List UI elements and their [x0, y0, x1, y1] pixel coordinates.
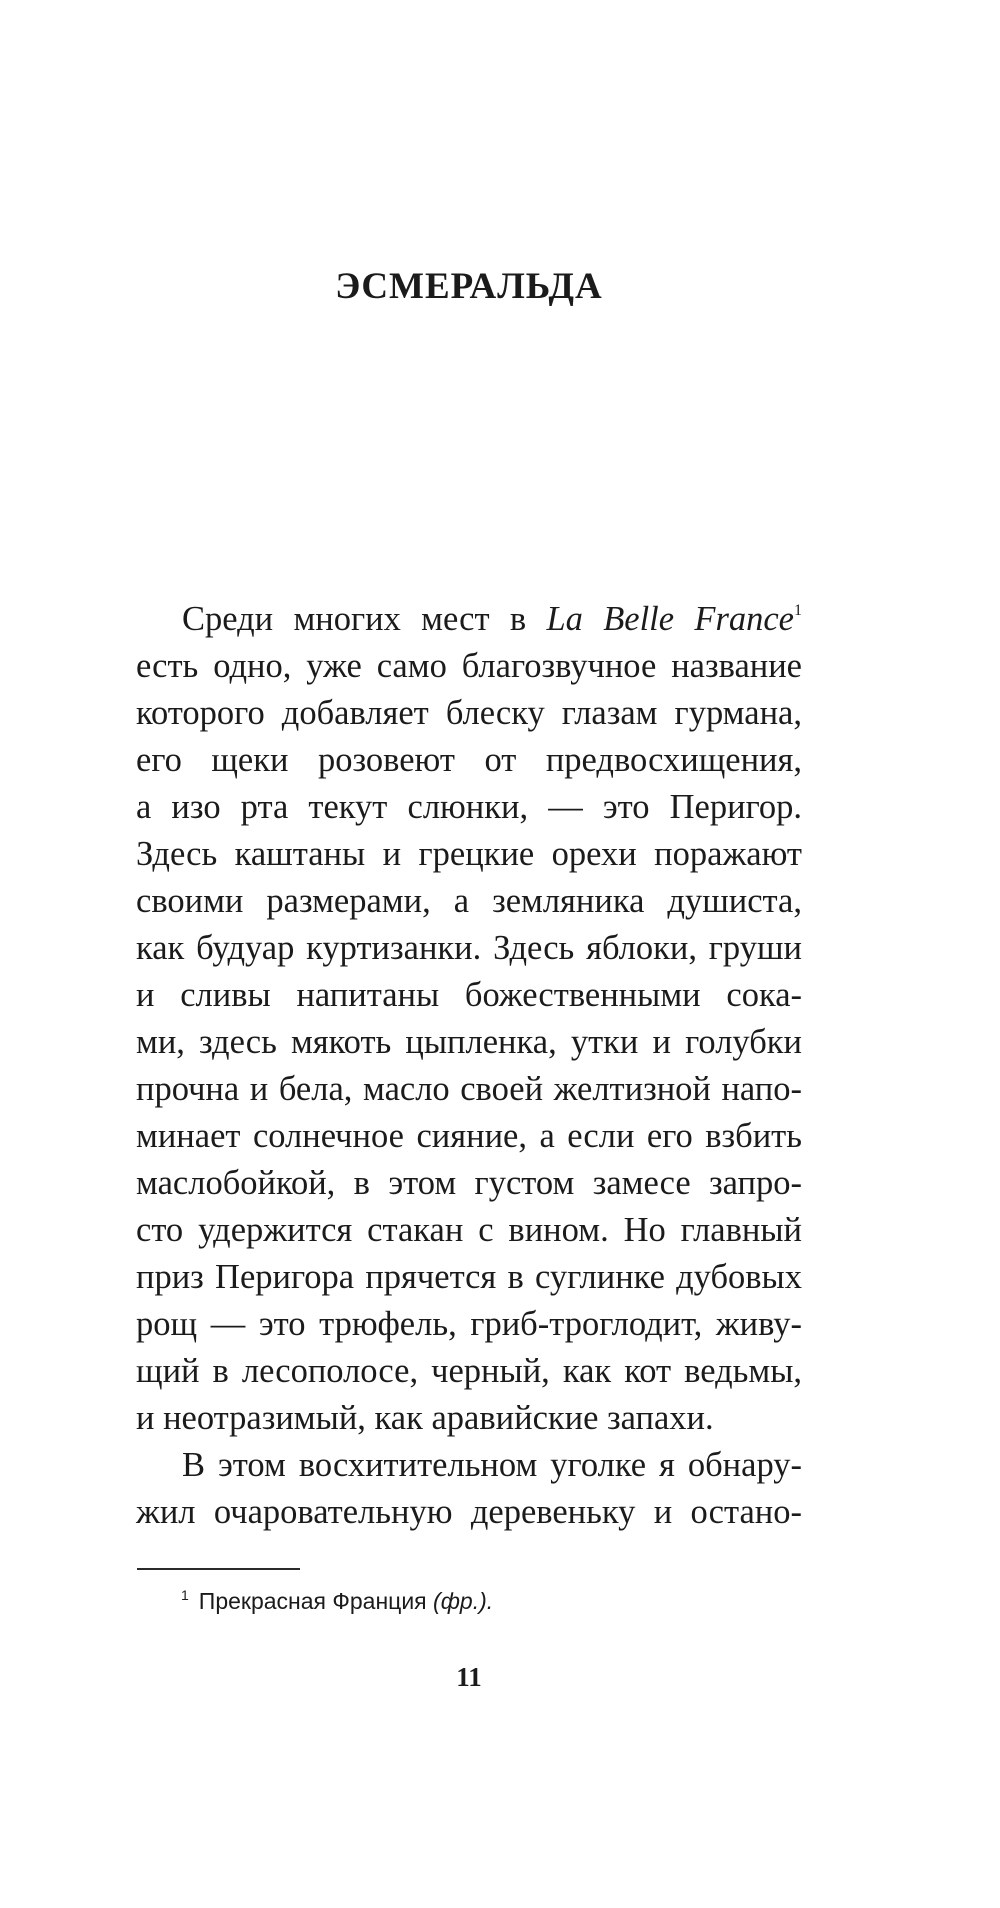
text-line: есть одно, уже само благозвучное название [136, 647, 802, 685]
text-line: своими размерами, а земляника душиста, [136, 882, 802, 920]
text-line: которого добавляет блеску глазам гурмана, [136, 694, 802, 732]
text-line: Здесь каштаны и грецкие орехи поражают [136, 835, 802, 873]
text-line: приз Перигора прячется в суглинке дубовых [136, 1258, 802, 1296]
footnote-language-note: (фр.). [433, 1588, 494, 1614]
text-line: минает солнечное сияние, а если его взбить [136, 1117, 802, 1155]
text-line: жил очаровательную деревеньку и остано- [136, 1493, 802, 1531]
footnote-reference: 1 [794, 602, 802, 619]
text-line: его щеки розовеют от предвосхищения, [136, 741, 802, 779]
footnote-text: Прекрасная Франция [198, 1588, 434, 1614]
footnote [181, 1586, 493, 1616]
page-number: 11 [456, 1662, 482, 1692]
text-line: рощ — это трюфель, гриб-троглодит, живу- [136, 1305, 802, 1343]
footnote-divider [137, 1568, 300, 1570]
text-line: и сливы напитаны божественными сока- [136, 976, 802, 1014]
text-line: а изо рта текут слюнки, — это Перигор. [136, 788, 802, 826]
text-line: и неотразимый, как аравийские запахи. [136, 1399, 714, 1437]
text-line [136, 596, 802, 643]
body-text [136, 596, 802, 1536]
chapter-title: ЭСМЕРАЛЬДА [335, 266, 603, 307]
footnote-mark: 1 [181, 1587, 189, 1603]
text-line: В этом восхитительном уголке я обнару- [182, 1446, 802, 1484]
text-line: как будуар куртизанки. Здесь яблоки, груши [136, 929, 802, 967]
text-line: ми, здесь мякоть цыпленка, утки и голубки [136, 1023, 802, 1061]
text-line: маслобойкой, в этом густом замесе запро- [136, 1164, 802, 1202]
text-line-prefix: Среди многих мест в [182, 600, 547, 638]
text-line: прочна и бела, масло своей желтизной напо- [136, 1070, 802, 1108]
italic-phrase: La Belle France [546, 600, 794, 638]
text-line: щий в лесополосе, черный, как кот ведьмы, [136, 1352, 802, 1390]
text-line: сто удержится стакан с вином. Но главный [136, 1211, 802, 1249]
